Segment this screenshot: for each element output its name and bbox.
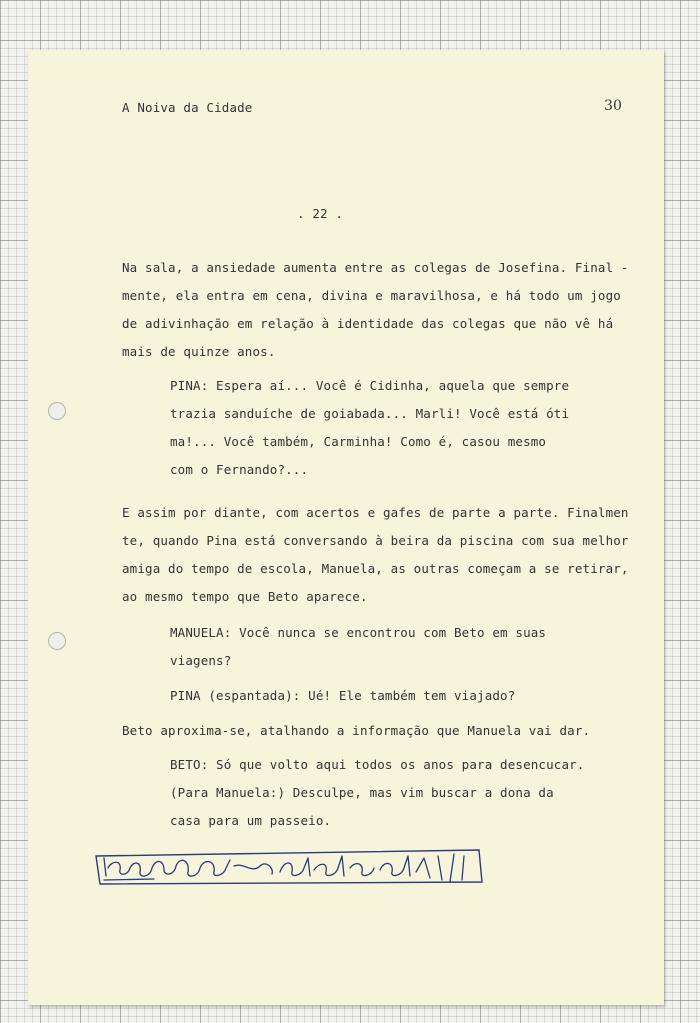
scene-number: . 22 . xyxy=(297,206,344,221)
dialog-line: viagens? xyxy=(170,653,232,668)
dialog-line: PINA (espantada): Ué! Ele também tem viajado? xyxy=(170,688,516,703)
handwritten-annotation xyxy=(94,846,484,888)
text-line: ao mesmo tempo que Beto aparece. xyxy=(122,589,368,604)
document-page xyxy=(28,50,664,1005)
dialog-line: casa para um passeio. xyxy=(170,813,332,828)
text-line: amiga do tempo de escola, Manuela, as outras começam a se retirar, xyxy=(122,561,629,576)
page-number: 30 xyxy=(604,98,623,114)
dialog-line: MANUELA: Você nunca se encontrou com Beto em suas xyxy=(170,625,547,640)
dialog-line: BETO: Só que volto aqui todos os anos para desencucar. xyxy=(170,757,585,772)
text-line: Beto aproxima-se, atalhando a informação que Manuela vai dar. xyxy=(122,723,591,738)
text-line: de adivinhação em relação à identidade das colegas que não vê há xyxy=(122,316,614,331)
header-title: A Noiva da Cidade xyxy=(122,100,253,115)
text-line: te, quando Pina está conversando à beira da piscina com sua melhor xyxy=(122,533,629,548)
binder-hole xyxy=(48,632,66,650)
text-line: Na sala, a ansiedade aumenta entre as colegas de Josefina. Final - xyxy=(122,260,629,275)
binder-hole xyxy=(48,402,66,420)
dialog-line: (Para Manuela:) Desculpe, mas vim buscar a dona da xyxy=(170,785,554,800)
dialog-line: trazia sanduíche de goiabada... Marli! Você está óti xyxy=(170,406,570,421)
dialog-line: ma!... Você também, Carminha! Como é, casou mesmo xyxy=(170,434,547,449)
text-line: mais de quinze anos. xyxy=(122,344,276,359)
text-line: E assim por diante, com acertos e gafes de parte a parte. Finalmen xyxy=(122,505,629,520)
dialog-line: com o Fernando?... xyxy=(170,462,309,477)
text-line: mente, ela entra em cena, divina e maravilhosa, e há todo um jogo xyxy=(122,288,621,303)
dialog-line: PINA: Espera aí... Você é Cidinha, aquela que sempre xyxy=(170,378,570,393)
